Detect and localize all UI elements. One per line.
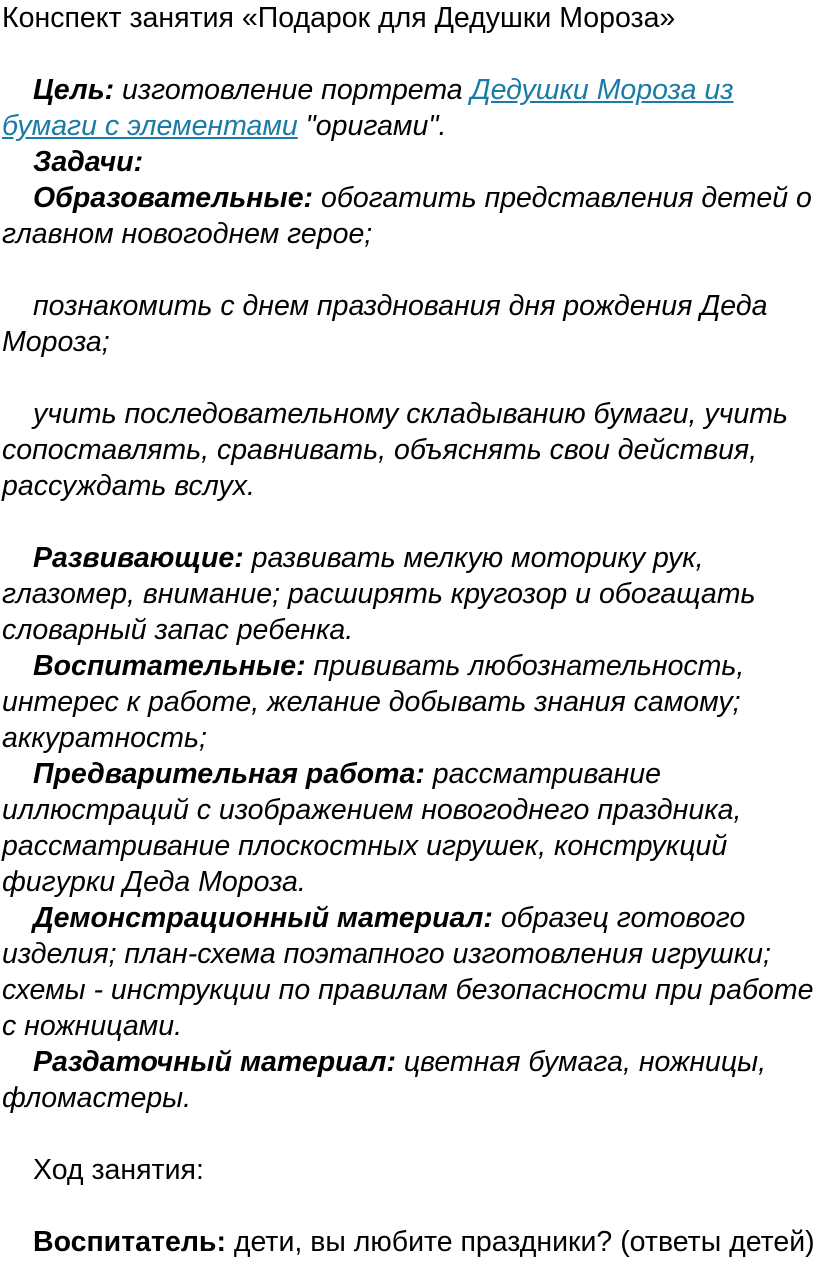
demo-label: Демонстрационный материал:	[33, 902, 493, 934]
preliminary-paragraph	[2, 756, 816, 900]
preliminary-text: рассматривание иллюстраций с изображением новогоднего праздника, рассматривание плоскостных игрушек, конструкций фигурки Деда Мороза.	[2, 758, 742, 898]
educational-item-3: учить последовательному складыванию бумаги, учить сопоставлять, сравнивать, объяснять свои действия, рассуждать вслух.	[2, 398, 788, 502]
spacer	[2, 504, 816, 540]
educational-paragraph	[2, 180, 816, 252]
goal-paragraph	[2, 72, 816, 144]
teacher-text: дети, вы любите праздники? (ответы детей)	[225, 1226, 815, 1258]
educational-label: Образовательные:	[33, 182, 314, 214]
developing-label: Развивающие:	[33, 542, 244, 574]
spacer	[2, 36, 816, 72]
educational-item-2: познакомить с днем празднования дня рождения Деда Мороза;	[2, 290, 768, 358]
lesson-course-heading: Ход занятия:	[33, 1154, 204, 1186]
upbringing-paragraph	[2, 648, 816, 756]
goal-text-after: "оригами".	[297, 110, 447, 142]
handout-label: Раздаточный материал:	[33, 1046, 396, 1078]
demo-paragraph	[2, 900, 816, 1044]
demo-text: образец готового изделия; план-схема поэтапного изготовления игрушки; схемы - инструкции по правилам безопасности при работе с ножницами.	[2, 902, 814, 1042]
developing-paragraph	[2, 540, 816, 648]
handout-paragraph	[2, 1044, 816, 1116]
spacer	[2, 252, 816, 288]
upbringing-label: Воспитательные:	[33, 650, 306, 682]
tasks-heading: Задачи:	[33, 146, 144, 178]
developing-text: развивать мелкую моторику рук, глазомер, внимание; расширять кругозор и обогащать словарный запас ребенка.	[2, 542, 756, 646]
spacer	[2, 360, 816, 396]
goal-link[interactable]: Дедушки Мороза из бумаги с элементами	[2, 74, 734, 142]
goal-text-before: изготовление портрета	[114, 74, 471, 106]
educational-text: обогатить представления детей о главном новогоднем герое;	[2, 182, 812, 250]
upbringing-text: прививать любознательность, интерес к работе, желание добывать знания самому; аккуратность;	[2, 650, 745, 754]
preliminary-label: Предварительная работа:	[33, 758, 425, 790]
goal-label: Цель:	[33, 74, 115, 106]
spacer	[2, 1188, 816, 1224]
teacher-label: Воспитатель:	[33, 1226, 226, 1258]
document-title: Конспект занятия «Подарок для Дедушки Мороза»	[2, 2, 676, 34]
spacer	[2, 1116, 816, 1152]
handout-text: цветная бумага, ножницы, фломастеры.	[2, 1046, 767, 1114]
teacher-paragraph	[2, 1224, 816, 1260]
